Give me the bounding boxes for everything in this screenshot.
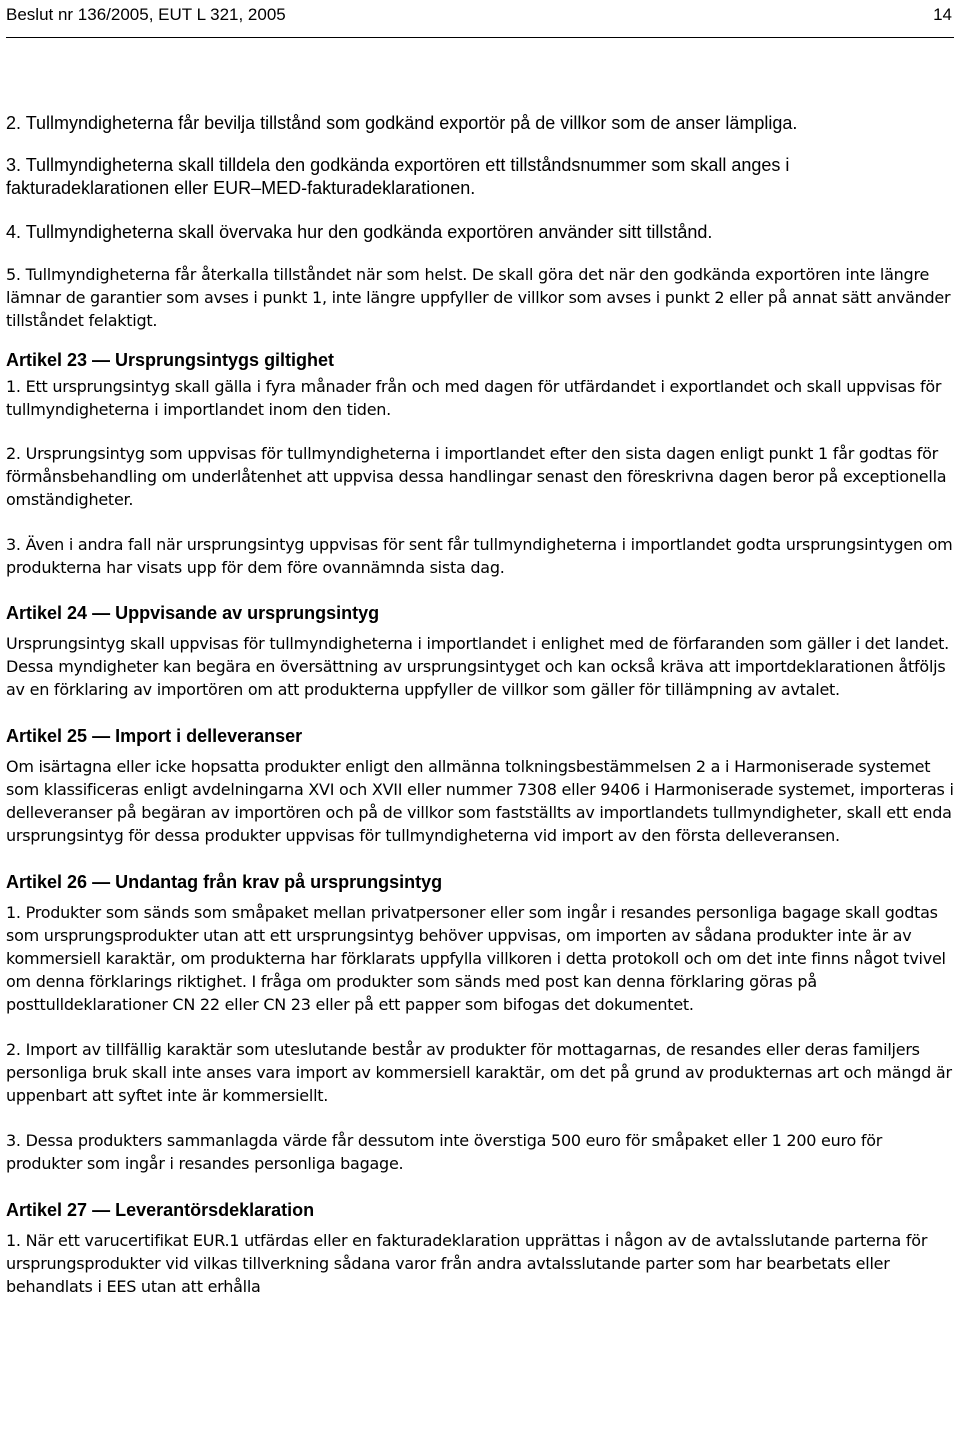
article-26-paragraph-3: 3. Dessa produkters sammanlagda värde får dessutom inte överstiga 500 euro för småpaket eller 1 200 euro för produkter som ingår i resandes personliga bagage. xyxy=(6,1131,883,1173)
article-23-heading: Artikel 23 — Ursprungsintygs giltighet xyxy=(6,350,335,370)
article-26-title: Undantag från krav på ursprungsintyg xyxy=(115,872,443,892)
article-27-title: Leverantörsdeklaration xyxy=(115,1200,315,1220)
document-body xyxy=(6,112,954,1298)
article-24-number: Artikel 24 xyxy=(6,603,88,623)
paragraph-2: 2. Tullmyndigheterna får bevilja tillstånd som godkänd exportör på de villkor som de anser lämpliga. xyxy=(6,113,798,133)
paragraph-4: 4. Tullmyndigheterna skall övervaka hur den godkända exportören använder sitt tillstånd. xyxy=(6,222,713,242)
article-23-paragraph-2: 2. Ursprungsintyg som uppvisas för tullmyndigheterna i importlandet efter den sista dagen enligt punkt 1 får godtas för förmånsbehandling om underlåtenhet att uppvisa dessa handlingar senast den föreskrivna dagen beror på exceptionella omständigheter. xyxy=(6,444,947,509)
article-25-heading xyxy=(6,725,954,748)
article-25-number: Artikel 25 xyxy=(6,726,88,746)
article-25-dash: — xyxy=(92,726,111,746)
article-24-dash: — xyxy=(92,603,111,623)
article-27-number: Artikel 27 xyxy=(6,1200,88,1220)
article-27-dash: — xyxy=(92,1200,111,1220)
paragraph-3: 3. Tullmyndigheterna skall tilldela den godkända exportören ett tillståndsnummer som skall anges i fakturadeklarationen eller EUR–MED-fakturadeklarationen. xyxy=(6,155,790,198)
article-26-heading xyxy=(6,871,954,894)
page-number: 14 xyxy=(933,5,952,24)
page-header xyxy=(0,0,960,40)
article-26-paragraph-2: 2. Import av tillfällig karaktär som uteslutande består av produkter för mottagarnas, de resandes eller deras familjers personliga bruk skall inte anses vara import av kommersiell karaktär, om det på grund av produkternas art och mängd är uppenbart att syftet inte är kommersiellt. xyxy=(6,1040,952,1105)
article-25-title: Import i delleveranser xyxy=(115,726,303,746)
article-23-paragraph-3: 3. Även i andra fall när ursprungsintyg uppvisas för sent får tullmyndigheterna i importlandet godta ursprungsintygen om produkterna har visats upp för dem före ovannämnda sista dag. xyxy=(6,535,953,577)
article-26-dash: — xyxy=(92,872,111,892)
article-27-paragraph-1: 1. När ett varucertifikat EUR.1 utfärdas eller en fakturadeklaration upprättas i någon av de avtalsslutande parterna för ursprungsprodukter vid vilkas tillverkning sådana varor från andra avtalsslutande parter som har bearbetats eller behandlats i EES utan att erhålla xyxy=(6,1231,928,1296)
article-26-paragraph-1: 1. Produkter som sänds som småpaket mellan privatpersoner eller som ingår i resandes personliga bagage skall godtas som ursprungsprodukter utan att ett ursprungsintyg behöver uppvisas, om importen av sådana produkter inte är av kommersiell karaktär, om produkterna har förklarats uppfylla villkoren i detta protokoll och om det inte finns något tvivel om denna förklarings riktighet. I fråga om produkter som sänds med post kan denna förklaring göras på posttulldeklarationer CN 22 eller CN 23 eller på ett papper som bifogas det dokumentet. xyxy=(6,903,946,1014)
article-24-title: Uppvisande av ursprungsintyg xyxy=(115,603,380,623)
article-24-paragraph-1: Ursprungsintyg skall uppvisas för tullmyndigheterna i importlandet i enlighet med de förfaranden som gäller i det landet. Dessa myndigheter kan begära en översättning av ursprungsintyget och kan också kräva att importdeklarationen åtföljs av en förklaring av importören om att produkterna uppfyller de villkor som gäller för tillämpning av avtalet. xyxy=(6,634,950,699)
article-24-heading xyxy=(6,602,954,625)
article-23-paragraph-1: 1. Ett ursprungsintyg skall gälla i fyra månader från och med dagen för utfärdandet i exportlandet och skall uppvisas för tullmyndigheterna i importlandet inom den tiden. xyxy=(6,377,942,419)
header-rule xyxy=(6,37,954,38)
article-25-paragraph-1: Om isärtagna eller icke hopsatta produkter enligt den allmänna tolkningsbestämmelsen 2 a i Harmoniserade systemet som klassificeras enligt avdelningarna XVI och XVII eller nummer 7308 eller 9406 i Harmoniserade systemet, importeras i delleveranser på begäran av importören och på de villkor som fastställts av importlandets tullmyndigheter, skall ett enda ursprungsintyg för dessa produkter uppvisas för tullmyndigheterna vid import av den första delleveransen. xyxy=(6,757,954,845)
document-reference: Beslut nr 136/2005, EUT L 321, 2005 xyxy=(6,5,286,24)
article-27-heading xyxy=(6,1199,954,1222)
paragraph-5: 5. Tullmyndigheterna får återkalla tillståndet när som helst. De skall göra det när den godkända exportören inte längre lämnar de garantier som avses i punkt 1, inte längre uppfyller de villkor som avses i punkt 2 eller på annat sätt använder tillståndet felaktigt. xyxy=(6,265,951,330)
article-26-number: Artikel 26 xyxy=(6,872,88,892)
